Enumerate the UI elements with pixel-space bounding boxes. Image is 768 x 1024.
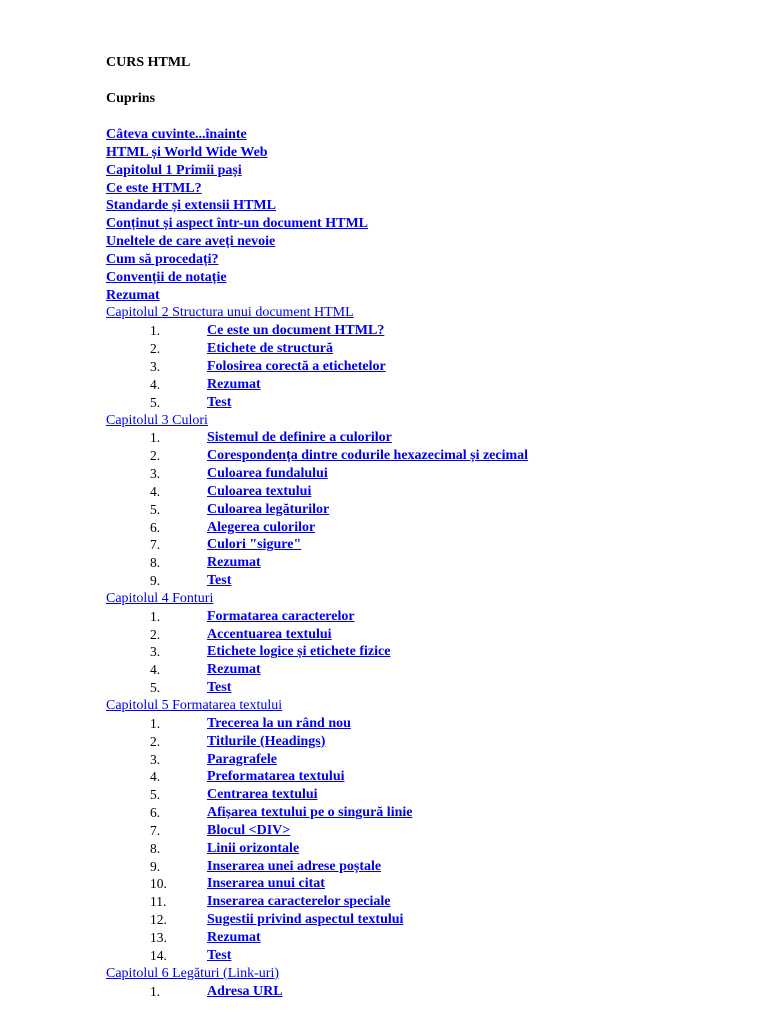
toc-subitem xyxy=(106,983,746,1001)
toc-item xyxy=(106,197,746,215)
toc-link[interactable]: Capitolul 1 Primii pași xyxy=(106,162,242,178)
toc-heading: Cuprins xyxy=(106,91,156,106)
toc-subitem xyxy=(106,947,746,965)
toc-link[interactable]: Capitolul 2 Structura unui document HTML xyxy=(106,305,354,321)
toc-subitem xyxy=(106,875,746,893)
toc-link[interactable]: Corespondența dintre codurile hexazecimal și zecimal xyxy=(207,448,529,464)
toc-link[interactable]: Capitolul 4 Fonturi xyxy=(106,590,214,606)
toc-subitem xyxy=(106,822,746,840)
toc-link[interactable]: Trecerea la un rând nou xyxy=(207,715,351,731)
toc-item-number: 2. xyxy=(150,626,161,642)
toc-subitem xyxy=(106,911,746,929)
toc-subitem xyxy=(106,786,746,804)
toc-link[interactable]: Accentuarea textului xyxy=(207,626,332,642)
toc-link[interactable]: Alegerea culorilor xyxy=(207,519,316,535)
toc-chapter xyxy=(106,965,746,983)
toc-link[interactable]: Blocul <DIV> xyxy=(207,822,291,838)
toc-link[interactable]: Capitolul 5 Formatarea textului xyxy=(106,698,283,713)
toc-item-number: 4. xyxy=(150,769,161,785)
toc-item xyxy=(106,126,746,144)
toc-item-number: 5. xyxy=(150,680,161,696)
toc-link[interactable]: Câteva cuvinte...înainte xyxy=(106,127,247,142)
toc-link[interactable]: Inserarea unei adrese poștale xyxy=(207,858,382,874)
toc-link[interactable]: Etichete logice și etichete fizice xyxy=(207,644,391,660)
toc-link[interactable]: HTML și World Wide Web xyxy=(106,144,268,160)
toc-subitem xyxy=(106,679,746,697)
toc-link[interactable]: Formatarea caracterelor xyxy=(207,608,355,624)
toc-link[interactable]: Afișarea textului pe o singură linie xyxy=(207,805,413,821)
toc-link[interactable]: Folosirea corectă a etichetelor xyxy=(207,358,386,374)
toc-subitem xyxy=(106,608,746,626)
toc-link[interactable]: Rezumat xyxy=(207,929,261,945)
toc-item-number: 1. xyxy=(150,430,161,446)
toc-link[interactable]: Cum să procedați? xyxy=(106,251,219,267)
toc-link[interactable]: Culoarea fundalului xyxy=(207,466,328,482)
toc-link[interactable]: Rezumat xyxy=(106,287,160,303)
toc-link[interactable]: Culori "sigure" xyxy=(207,537,302,553)
toc-item-number: 13. xyxy=(150,929,167,945)
toc-item-number: 5. xyxy=(150,501,161,517)
toc-link[interactable]: Rezumat xyxy=(207,555,261,571)
toc-link[interactable]: Ce este un document HTML? xyxy=(207,323,385,339)
toc-subitem xyxy=(106,893,746,911)
toc-item-number: 6. xyxy=(150,519,161,535)
toc-link[interactable]: Inserarea caracterelor speciale xyxy=(207,894,391,910)
toc-subitem xyxy=(106,858,746,876)
toc-subitem xyxy=(106,733,746,751)
toc-link[interactable]: Culoarea textului xyxy=(207,483,312,499)
toc-link[interactable]: Sugestii privind aspectul textului xyxy=(207,912,404,928)
toc-subitem xyxy=(106,929,746,947)
toc-item-number: 8. xyxy=(150,840,161,856)
toc-item xyxy=(106,251,746,269)
toc-subitem xyxy=(106,626,746,644)
toc-link[interactable]: Rezumat xyxy=(207,376,261,392)
toc-item-number: 9. xyxy=(150,573,161,589)
toc-link[interactable]: Titlurile (Headings) xyxy=(207,733,326,749)
toc-subitem xyxy=(106,501,746,519)
toc-item-number: 4. xyxy=(150,662,161,678)
toc-chapter xyxy=(106,590,746,608)
toc-subitem xyxy=(106,483,746,501)
toc-link[interactable]: Ce este HTML? xyxy=(106,180,202,196)
toc-link[interactable]: Sistemul de definire a culorilor xyxy=(207,430,392,446)
toc-item-number: 4. xyxy=(150,376,161,392)
toc-link[interactable]: Capitolul 6 Legături (Link-uri) xyxy=(106,965,280,981)
toc-subitem xyxy=(106,519,746,537)
toc-link[interactable]: Test xyxy=(207,394,232,410)
toc-link[interactable]: Centrarea textului xyxy=(207,787,318,803)
toc-link[interactable]: Culoarea legăturilor xyxy=(207,501,330,517)
toc-item-number: 5. xyxy=(150,394,161,410)
toc-item-number: 14. xyxy=(150,947,167,963)
toc-item-number: 3. xyxy=(150,751,161,767)
toc-subitem xyxy=(106,804,746,822)
toc-item-number: 3. xyxy=(150,644,161,660)
toc-subitem xyxy=(106,322,746,340)
toc-item xyxy=(106,215,746,233)
toc-link[interactable]: Inserarea unui citat xyxy=(207,876,325,892)
document-page xyxy=(106,54,746,1000)
toc-item-number: 8. xyxy=(150,555,161,571)
toc-link[interactable]: Adresa URL xyxy=(207,983,283,999)
toc-subitem xyxy=(106,840,746,858)
toc-subitem xyxy=(106,554,746,572)
toc-item-number: 5. xyxy=(150,787,161,803)
toc-link[interactable]: Paragrafele xyxy=(207,751,277,767)
toc-subitem xyxy=(106,715,746,733)
toc-item-number: 6. xyxy=(150,805,161,821)
toc-item-number: 1. xyxy=(150,608,161,624)
toc-subitem xyxy=(106,768,746,786)
toc-item xyxy=(106,287,746,305)
toc-chapter xyxy=(106,304,746,322)
toc-item-number: 2. xyxy=(150,448,161,464)
document-title: CURS HTML xyxy=(106,55,191,70)
toc-link[interactable]: Uneltele de care aveți nevoie xyxy=(106,234,276,250)
toc-link[interactable]: Conținut și aspect într-un document HTML xyxy=(106,216,369,232)
toc-subitem xyxy=(106,643,746,661)
toc-link[interactable]: Test xyxy=(207,947,232,963)
toc-link[interactable]: Linii orizontale xyxy=(207,840,300,856)
toc-item-number: 1. xyxy=(150,715,161,731)
toc-item-number: 2. xyxy=(150,733,161,749)
toc-item-number: 9. xyxy=(150,858,161,874)
toc-chapter xyxy=(106,412,746,430)
toc-item-number: 2. xyxy=(150,341,161,357)
toc-item-number: 10. xyxy=(150,876,167,892)
toc-subitem xyxy=(106,572,746,590)
toc-item-number: 4. xyxy=(150,483,161,499)
toc-link[interactable]: Rezumat xyxy=(207,662,261,678)
toc-subitem xyxy=(106,447,746,465)
toc-link[interactable]: Test xyxy=(207,680,232,696)
toc-subitem xyxy=(106,340,746,358)
toc-item xyxy=(106,269,746,287)
toc-link[interactable]: Test xyxy=(207,573,232,589)
toc-chapter xyxy=(106,697,746,715)
toc-subitem xyxy=(106,536,746,554)
toc-subitem xyxy=(106,394,746,412)
toc-subitem xyxy=(106,376,746,394)
toc-item-number: 3. xyxy=(150,358,161,374)
toc-item-number: 7. xyxy=(150,537,161,553)
toc-item xyxy=(106,180,746,198)
toc-link[interactable]: Standarde și extensii HTML xyxy=(106,198,276,214)
toc-link[interactable]: Preformatarea textului xyxy=(207,769,345,785)
toc-subitem xyxy=(106,358,746,376)
toc-subitem xyxy=(106,751,746,769)
toc-item-number: 11. xyxy=(150,894,167,910)
toc-item xyxy=(106,162,746,180)
toc-item xyxy=(106,233,746,251)
toc-link[interactable]: Capitolul 3 Culori xyxy=(106,412,208,428)
table-of-contents xyxy=(106,126,746,1000)
toc-subitem xyxy=(106,429,746,447)
toc-item-number: 1. xyxy=(150,983,161,999)
toc-subitem xyxy=(106,661,746,679)
toc-item-number: 1. xyxy=(150,323,161,339)
toc-subitem xyxy=(106,465,746,483)
toc-item-number: 12. xyxy=(150,912,167,928)
toc-link[interactable]: Etichete de structură xyxy=(207,341,333,357)
toc-link[interactable]: Convenții de notație xyxy=(106,269,227,285)
toc-item-number: 7. xyxy=(150,822,161,838)
toc-item xyxy=(106,144,746,162)
toc-item-number: 3. xyxy=(150,466,161,482)
